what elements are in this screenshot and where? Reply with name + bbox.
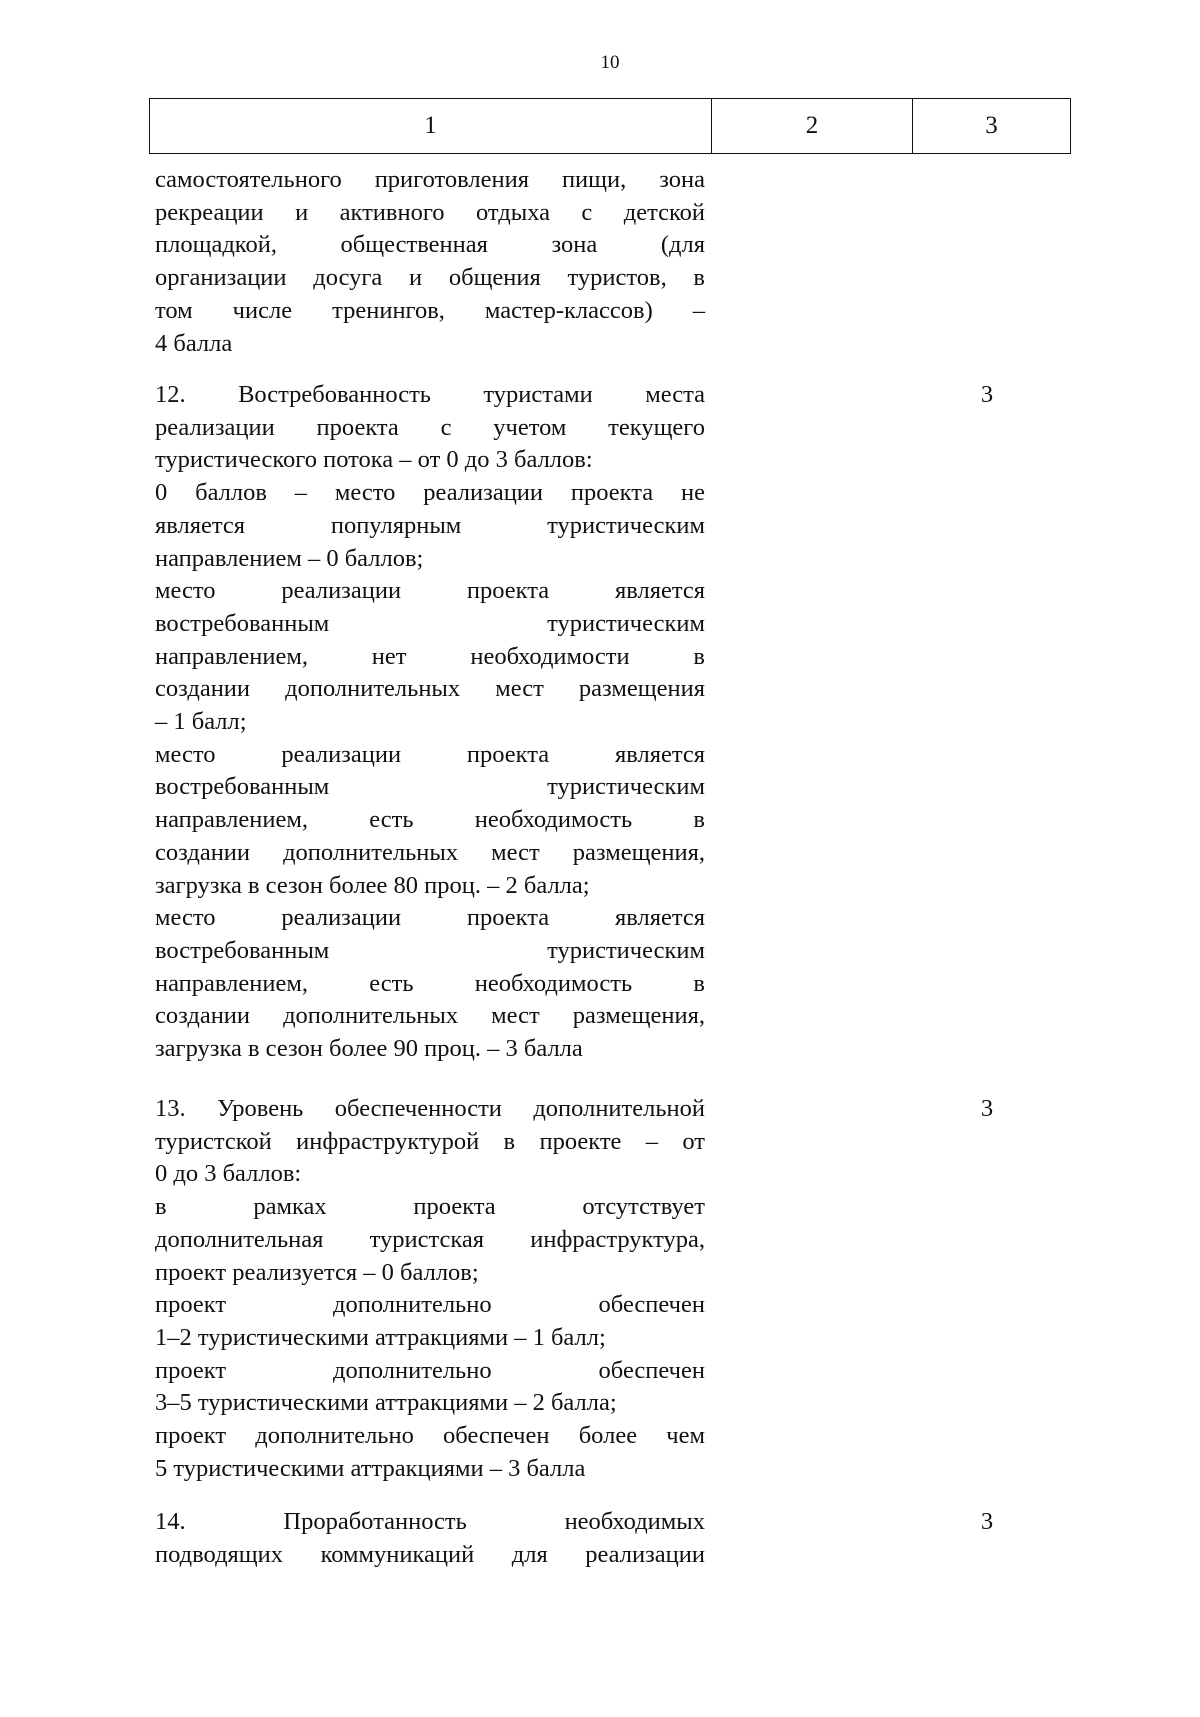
text-line: место реализации проекта является [155,577,705,605]
text-line: создании дополнительных мест размещения, [155,1002,705,1030]
text-line: дополнительная туристская инфраструктура, [155,1225,705,1253]
page-number: 10 [600,52,620,73]
text-line: реализации проекта с учетом текущего [155,413,705,441]
column-header-3: 3 [913,99,1071,154]
text-line: востребованным туристическим [155,609,705,637]
text-line: направлением, нет необходимости в [155,642,705,670]
text-line: загрузка в сезон более 90 проц. – 3 балла [155,1035,583,1063]
text-line: том числе тренингов, мастер-классов) – [155,296,705,324]
text-line: 13. Уровень обеспеченности дополнительной [155,1095,705,1122]
text-line: создании дополнительных мест размещения, [155,838,705,866]
text-line: 5 туристическими аттракциями – 3 балла [155,1454,586,1482]
text-line: востребованным туристическим [155,936,705,964]
criterion-12-text [155,379,705,1066]
text-line: загрузка в сезон более 80 проц. – 2 балла; [155,871,590,899]
text-line: 4 балла [155,329,233,357]
text-line: организации досуга и общения туристов, в [155,264,705,292]
text-line: 3–5 туристическими аттракциями – 2 балла; [155,1389,617,1417]
text-line: направлением, есть необходимость в [155,806,705,834]
text-line: направлением, есть необходимость в [155,969,705,997]
text-line: проект реализуется – 0 баллов; [155,1258,479,1286]
criterion-continuation-text [155,164,705,360]
text-line: туристического потока – от 0 до 3 баллов: [155,446,593,474]
criterion-13-text [155,1093,705,1485]
criterion-13-score: 3 [980,1095,994,1122]
text-line: направлением – 0 баллов; [155,544,424,572]
text-line: 1–2 туристическими аттракциями – 1 балл; [155,1323,606,1351]
text-line: место реализации проекта является [155,904,705,932]
text-line: в рамках проекта отсутствует [155,1193,705,1221]
column-header-2: 2 [712,99,913,154]
table-header [149,98,1071,154]
text-line: площадкой, общественная зона (для [155,231,705,259]
text-line: проект дополнительно обеспечен [155,1356,705,1384]
criterion-14-text [155,1506,705,1571]
column-header-1: 1 [150,99,712,154]
text-line: создании дополнительных мест размещения [155,675,705,703]
text-line: 0 баллов – место реализации проекта не [155,479,705,507]
text-line: проект дополнительно обеспечен [155,1291,705,1319]
text-line: рекреации и активного отдыха с детской [155,198,705,226]
criterion-12-score: 3 [980,381,994,408]
text-line: является популярным туристическим [155,511,705,539]
text-line: востребованным туристическим [155,773,705,801]
text-line: 0 до 3 баллов: [155,1160,302,1188]
text-line: место реализации проекта является [155,740,705,768]
text-line: 12. Востребованность туристами места [155,381,705,408]
criterion-14-score: 3 [980,1508,994,1535]
text-line: – 1 балл; [155,708,247,736]
text-line: проект дополнительно обеспечен более чем [155,1422,705,1450]
text-line: 14. Проработанность необходимых [155,1508,705,1535]
text-line: подводящих коммуникаций для реализации [155,1540,705,1568]
text-line: туристской инфраструктурой в проекте – от [155,1127,705,1155]
text-line: самостоятельного приготовления пищи, зона [155,166,705,193]
